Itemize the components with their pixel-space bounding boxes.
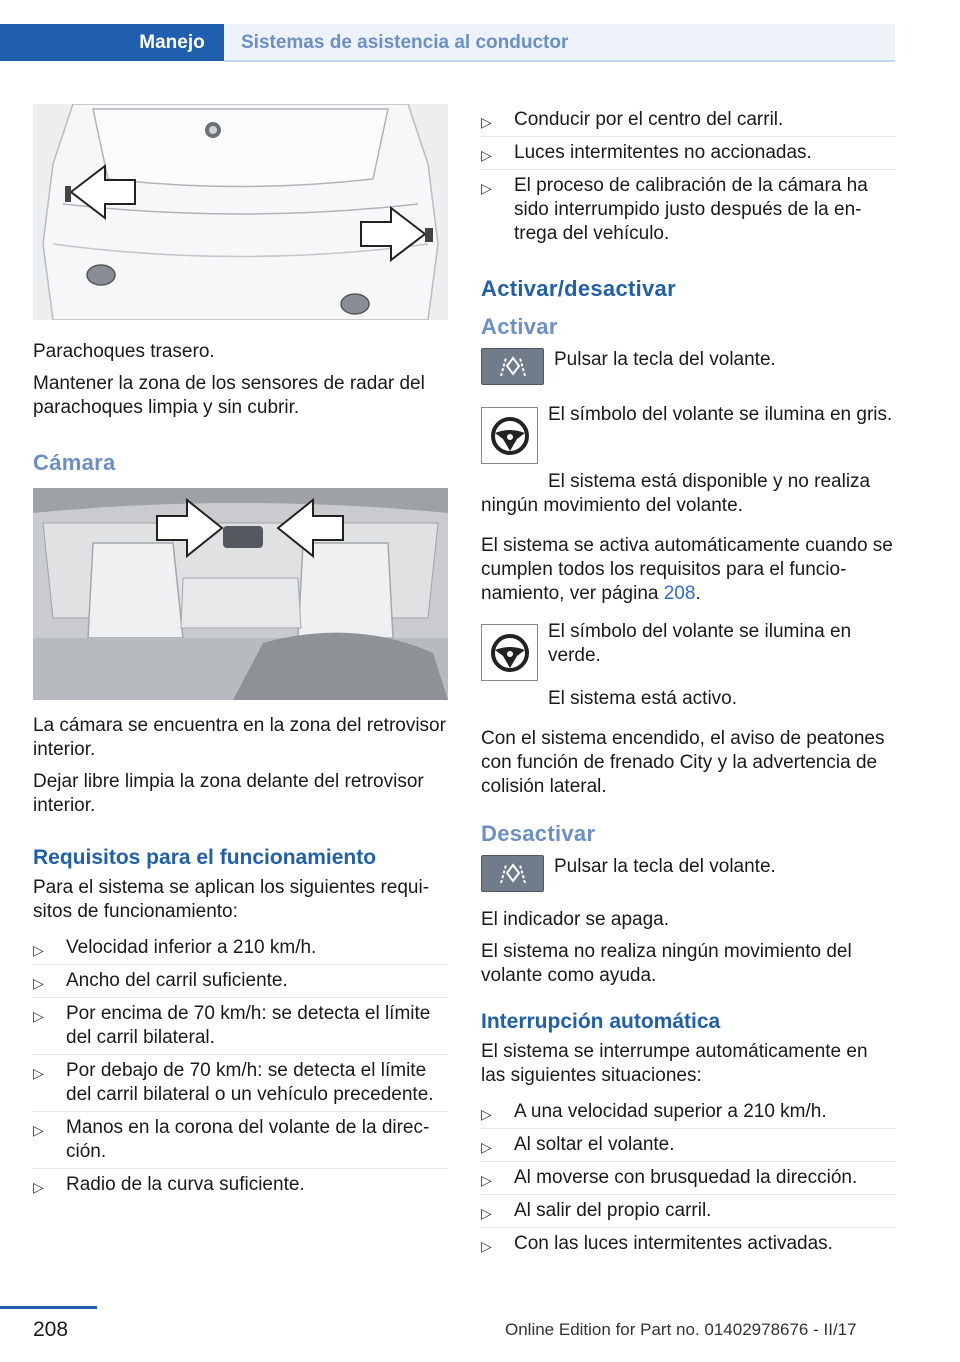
triangle-bullet-icon: ▷ [481,1172,492,1188]
para-radar-sensors: Mantener la zona de los sensores de radar del parachoques limpia y sin cubrir. [33,373,425,418]
page-number: 208 [33,1318,69,1341]
para-no-movement: El sistema no realiza ningún movimiento del volante como ayuda. [481,941,852,986]
caption-rear-bumper: Parachoques trasero. [33,341,215,362]
page-link[interactable]: 208 [663,583,696,604]
section-tab[interactable]: Sistemas de asistencia al conductor [224,24,895,61]
para-city-braking: Con el sistema encendido, el aviso de peatones con función de frenado City y la advertencia de colisión lateral. [481,728,885,797]
rear-bumper-image [33,104,448,320]
conditions-list [481,104,896,250]
requirements-list [33,932,448,1201]
header-accent-bar [0,24,120,61]
interrupt-list [481,1096,896,1260]
wheel-green-text: El símbolo del volante se ilumina en verde. [548,621,852,666]
para-available: El sistema está disponible y no realiza ningún movimiento del volante. [481,471,871,516]
heading-deactivate: Desactivar [481,821,596,846]
para-interrupt-intro: El sistema se interrumpe automáticamente en las siguientes situaciones: [481,1041,868,1086]
left-column [33,104,448,1201]
steering-wheel-icon [481,624,538,681]
heading-auto-interrupt: Interrupción automática [481,1010,721,1033]
camera-image [33,488,448,700]
page-header [0,0,895,66]
list-item: ▷ Ancho del carril suficiente. [33,965,448,998]
list-item: ▷ Luces intermitentes no accionadas. [481,137,896,170]
heading-activate: Activar [481,314,558,339]
triangle-bullet-icon: ▷ [33,1008,44,1024]
triangle-bullet-icon: ▷ [481,114,492,130]
activate-instruction: Pulsar la tecla del volante. [554,349,776,370]
edition-label: Online Edition for Part no. 01402978676 - II/17 [505,1320,857,1339]
triangle-bullet-icon: ▷ [33,942,44,958]
triangle-bullet-icon: ▷ [33,975,44,991]
list-item: ▷ Manos en la corona del volante de la dirección. [33,1112,448,1169]
triangle-bullet-icon: ▷ [481,180,492,196]
para-auto-activate: El sistema se activa automáticamente cuando se cumplen todos los requisitos para el funcionamiento, ver página 208. [481,535,893,604]
interior-camera-illustration [33,488,448,700]
list-item: ▷ Por debajo de 70 km/h: se detecta el límite del carril bilateral o un vehículo precedente. [33,1055,448,1112]
deactivate-row [481,855,896,892]
list-item: ▷ Con las luces intermitentes activadas. [481,1228,896,1260]
footer-rule [0,1306,97,1309]
triangle-bullet-icon: ▷ [481,147,492,163]
para-requirements-intro: Para el sistema se aplican los siguientes requisitos de funcionamiento: [33,877,430,922]
heading-camera: Cámara [33,450,116,475]
right-column [481,104,896,1260]
list-item: ▷ Al soltar el volante. [481,1129,896,1162]
list-item: ▷ Al moverse con brusquedad la dirección. [481,1162,896,1195]
list-item: ▷ Velocidad inferior a 210 km/h. [33,932,448,965]
triangle-bullet-icon: ▷ [33,1065,44,1081]
heading-requirements: Requisitos para el funcionamiento [33,846,377,869]
list-item: ▷ Por encima de 70 km/h: se detecta el límite del carril bilateral. [33,998,448,1055]
rear-bumper-illustration [33,104,448,320]
list-item: ▷ Al salir del propio carril. [481,1195,896,1228]
triangle-bullet-icon: ▷ [33,1179,44,1195]
triangle-bullet-icon: ▷ [481,1238,492,1254]
list-item: ▷ Radio de la curva suficiente. [33,1169,448,1201]
para-indicator-off: El indicador se apaga. [481,909,670,930]
triangle-bullet-icon: ▷ [481,1106,492,1122]
wheel-gray-text: El símbolo del volante se ilumina en gris. [548,404,893,425]
para-camera-location: La cámara se encuentra en la zona del retrovisor interior. [33,715,446,760]
wheel-green-row [481,620,896,681]
list-item: ▷ A una velocidad superior a 210 km/h. [481,1096,896,1129]
header-rule [224,60,895,62]
deactivate-instruction: Pulsar la tecla del volante. [554,856,776,877]
chapter-tab[interactable]: Manejo [120,24,224,61]
lane-assist-button-icon [481,855,544,892]
wheel-gray-row [481,403,896,464]
steering-wheel-icon [481,407,538,464]
heading-activate-deactivate: Activar/desactivar [481,276,676,301]
triangle-bullet-icon: ▷ [481,1205,492,1221]
activate-row [481,348,896,385]
lane-assist-button-icon [481,348,544,385]
list-item: ▷ Conducir por el centro del carril. [481,104,896,137]
para-active: El sistema está activo. [548,688,738,709]
triangle-bullet-icon: ▷ [481,1139,492,1155]
para-camera-clean: Dejar libre limpia la zona delante del retrovisor interior. [33,771,424,816]
triangle-bullet-icon: ▷ [33,1122,44,1138]
list-item: ▷ El proceso de calibración de la cámara ha sido interrumpido justo después de la entrega del vehículo. [481,175,868,244]
